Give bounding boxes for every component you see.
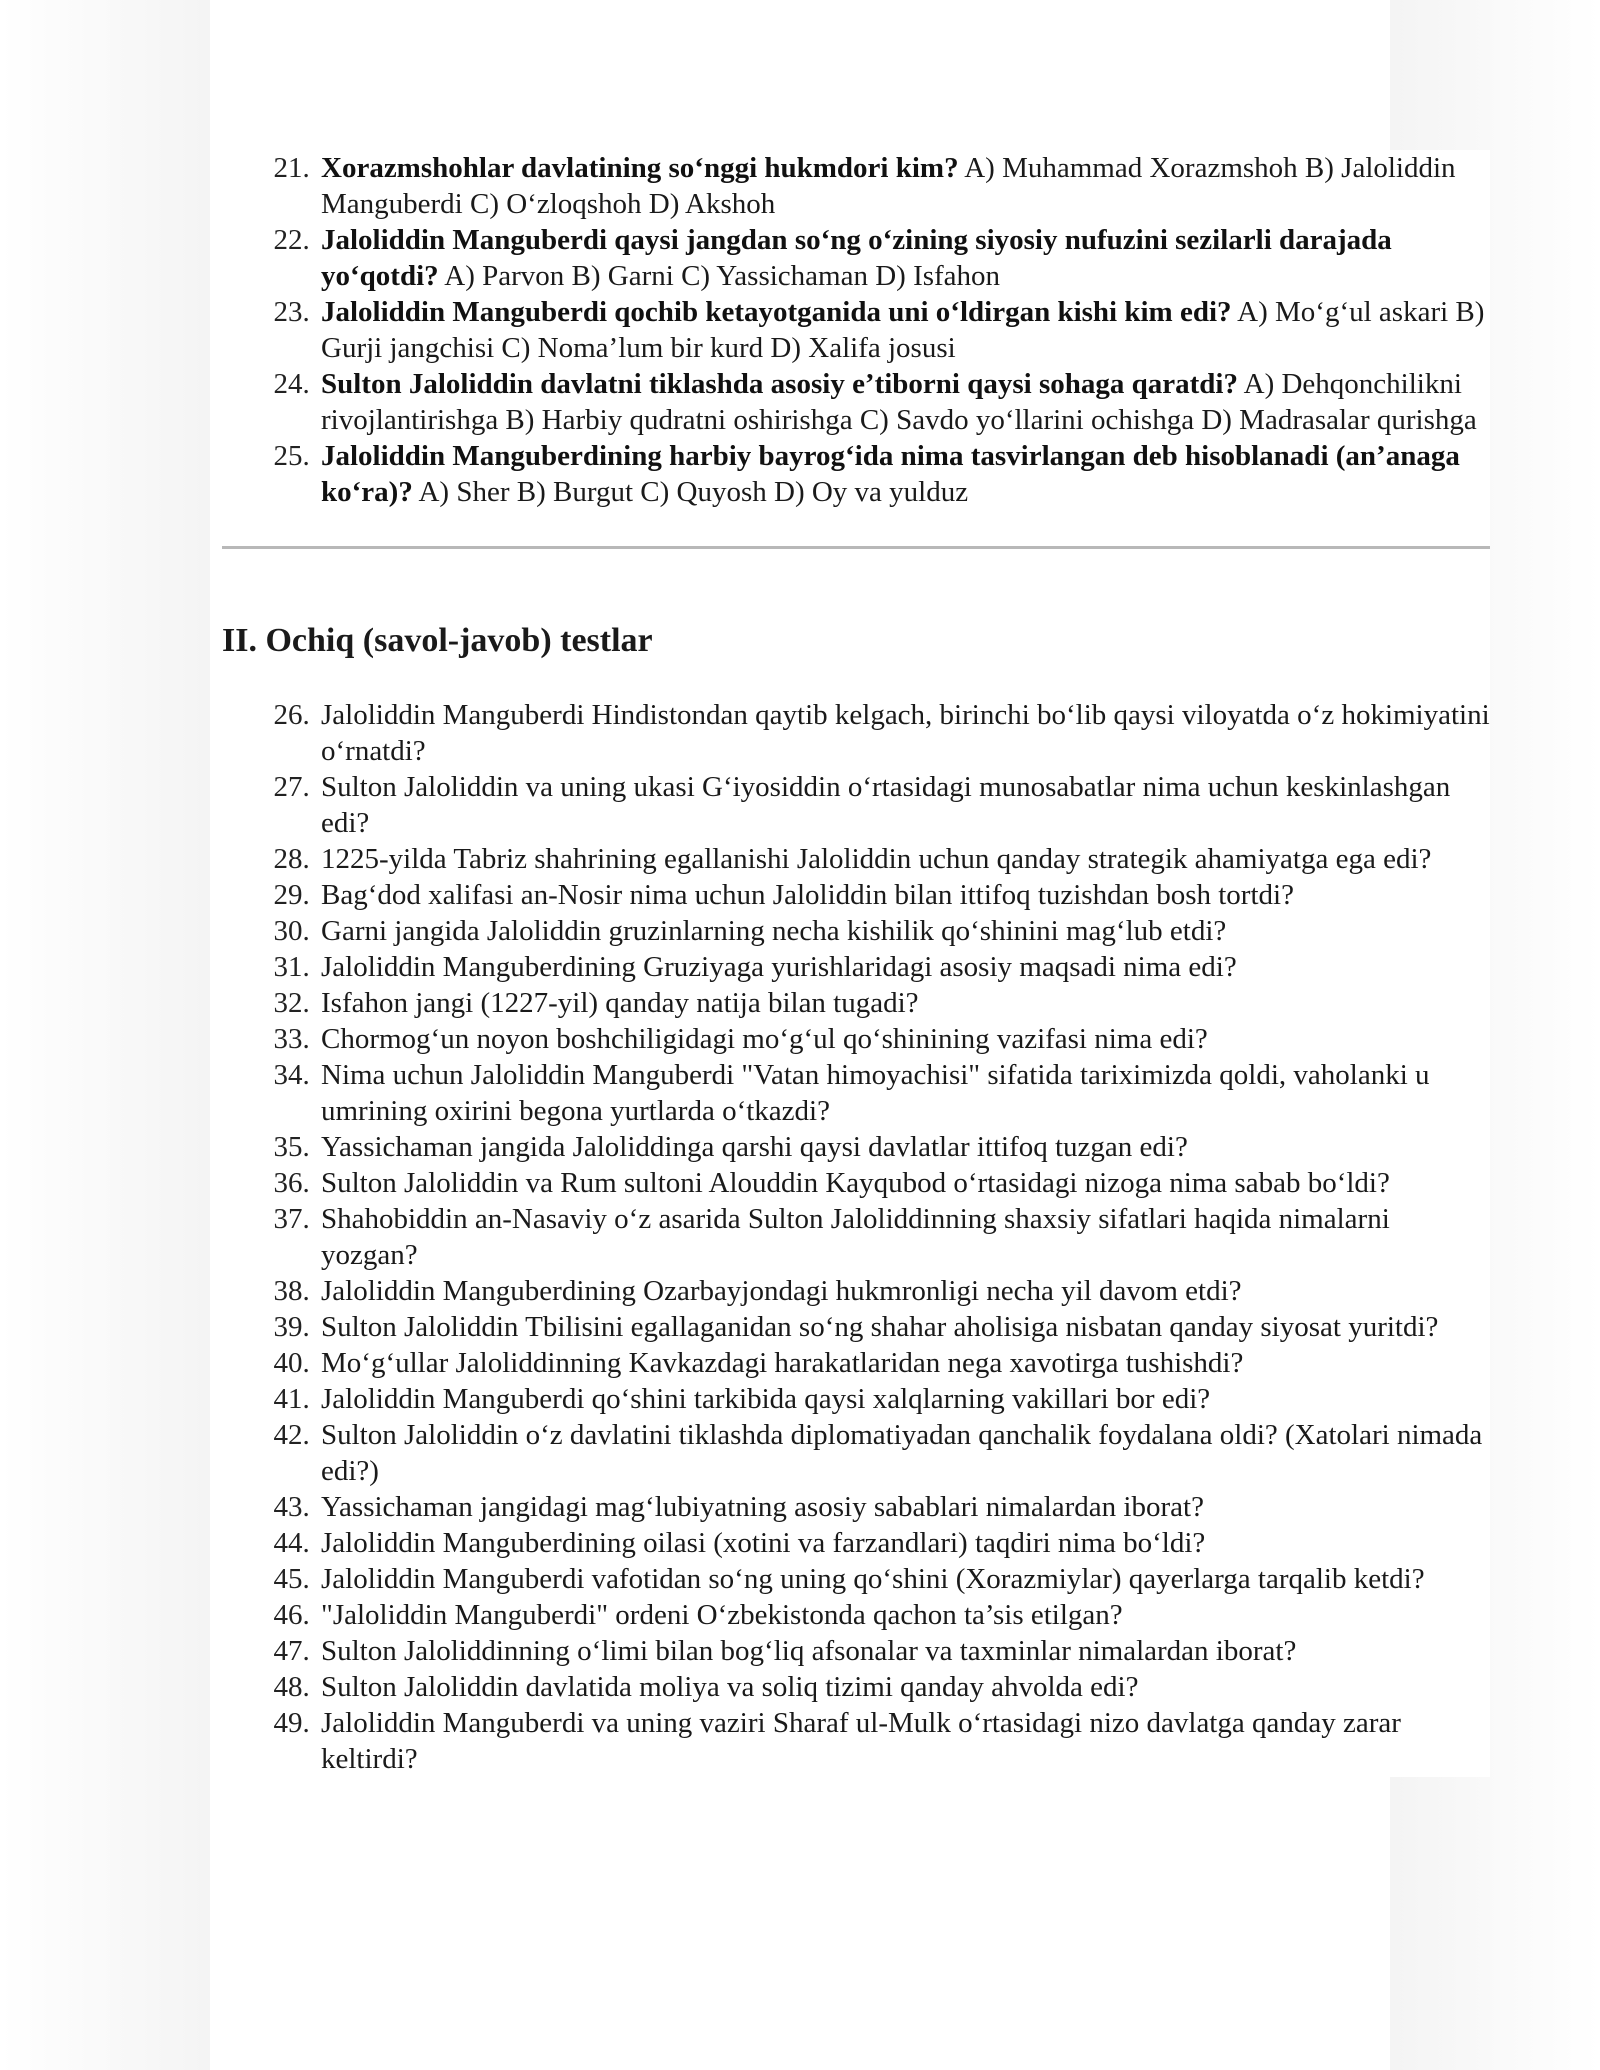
multiple-choice-list (222, 150, 1490, 510)
mcq-question: Xorazmshohlar davlatining so‘nggi hukmdori kim? (321, 152, 959, 184)
open-question-item: 29. Bag‘dod xalifasi an-Nosir nima uchun Jaloliddin bilan ittifoq tuzishdan bosh tortdi? (317, 877, 1490, 913)
open-question-item: 26. Jaloliddin Manguberdi Hindistondan qaytib kelgach, birinchi bo‘lib qaysi viloyatda o‘z hokimiyatini o‘rnatdi? (317, 697, 1490, 769)
open-question-item: 45. Jaloliddin Manguberdi vafotidan so‘ng uning qo‘shini (Xorazmiylar) qayerlarga tarqalib ketdi? (317, 1561, 1490, 1597)
mcq-question: Sulton Jaloliddin davlatni tiklashda asosiy e’tiborni qaysi sohaga qaratdi? (321, 368, 1238, 400)
open-question-item: 47. Sulton Jaloliddinning o‘limi bilan bog‘liq afsonalar va taxminlar nimalardan iborat? (317, 1633, 1490, 1669)
open-question-item: 49. Jaloliddin Manguberdi va uning vaziri Sharaf ul-Mulk o‘rtasidagi nizo davlatga qanday zarar keltirdi? (317, 1705, 1490, 1777)
left-margin-shade (0, 0, 210, 2070)
open-question-item: 31. Jaloliddin Manguberdining Gruziyaga yurishlaridagi asosiy maqsadi nima edi? (317, 949, 1490, 985)
open-question-item: 35. Yassichaman jangida Jaloliddinga qarshi qaysi davlatlar ittifoq tuzgan edi? (317, 1129, 1490, 1165)
mcq-item (317, 438, 1490, 510)
mcq-options: A) Parvon B) Garni C) Yassichaman D) Isfahon (444, 260, 1001, 292)
mcq-question: Jaloliddin Manguberdining harbiy bayrog‘ida nima tasvirlangan deb hisoblanadi (an’anaga ko‘ra)? (321, 440, 1460, 508)
mcq-item (317, 294, 1490, 366)
open-question-item: 41. Jaloliddin Manguberdi qo‘shini tarkibida qaysi xalqlarning vakillari bor edi? (317, 1381, 1490, 1417)
open-question-item: 42. Sulton Jaloliddin o‘z davlatini tiklashda diplomatiyadan qanchalik foydalana oldi? (Xatolari nimada edi?) (317, 1417, 1490, 1489)
open-question-item: 34. Nima uchun Jaloliddin Manguberdi "Vatan himoyachisi" sifatida tariximizda qoldi, vaholanki u umrining oxirini begona yurtlarda o‘tkazdi? (317, 1057, 1490, 1129)
section-divider (222, 546, 1490, 549)
open-question-item: 46. "Jaloliddin Manguberdi" ordeni O‘zbekistonda qachon ta’sis etilgan? (317, 1597, 1490, 1633)
open-question-item: 27. Sulton Jaloliddin va uning ukasi G‘iyosiddin o‘rtasidagi munosabatlar nima uchun keskinlashgan edi? (317, 769, 1490, 841)
open-question-item: 30. Garni jangida Jaloliddin gruzinlarning necha kishilik qo‘shinini mag‘lub etdi? (317, 913, 1490, 949)
open-question-item: 40. Mo‘g‘ullar Jaloliddinning Kavkazdagi harakatlaridan nega xavotirga tushishdi? (317, 1345, 1490, 1381)
open-question-item: 43. Yassichaman jangidagi mag‘lubiyatning asosiy sabablari nimalardan iborat? (317, 1489, 1490, 1525)
open-question-item: 39. Sulton Jaloliddin Tbilisini egallaganidan so‘ng shahar aholisiga nisbatan qanday siyosat yuritdi? (317, 1309, 1490, 1345)
open-question-item: 33. Chormog‘un noyon boshchiligidagi mo‘g‘ul qo‘shinining vazifasi nima edi? (317, 1021, 1490, 1057)
mcq-options: A) Dehqonchilikni rivojlantirishga B) Harbiy qudratni oshirishga C) Savdo yo‘llarini ochishga D) Madrasalar qurishga (321, 368, 1477, 436)
mcq-item (317, 222, 1490, 294)
mcq-options: A) Mo‘g‘ul askari B) Gurji jangchisi C) Noma’lum bir kurd D) Xalifa josusi (321, 296, 1485, 364)
mcq-question: Jaloliddin Manguberdi qochib ketayotganida uni o‘ldirgan kishi kim edi? (321, 296, 1232, 328)
mcq-options: A) Sher B) Burgut C) Quyosh D) Oy va yulduz (418, 476, 969, 508)
open-question-item: 32. Isfahon jangi (1227-yil) qanday natija bilan tugadi? (317, 985, 1490, 1021)
open-question-item: 28. 1225-yilda Tabriz shahrining egallanishi Jaloliddin uchun qanday strategik ahamiyatga ega edi? (317, 841, 1490, 877)
mcq-item (317, 150, 1490, 222)
open-question-item: 48. Sulton Jaloliddin davlatida moliya va soliq tizimi qanday ahvolda edi? (317, 1669, 1490, 1705)
mcq-question: Jaloliddin Manguberdi qaysi jangdan so‘ng o‘zining siyosiy nufuzini sezilarli darajada yo‘qotdi? (321, 224, 1392, 292)
open-question-item: 37. Shahobiddin an-Nasaviy o‘z asarida Sulton Jaloliddinning shaxsiy sifatlari haqida nimalarni yozgan? (317, 1201, 1490, 1273)
open-question-item: 44. Jaloliddin Manguberdining oilasi (xotini va farzandlari) taqdiri nima bo‘ldi? (317, 1525, 1490, 1561)
section-title: II. Ochiq (savol-javob) testlar (222, 622, 653, 659)
mcq-options: A) Muhammad Xorazmshoh B) Jaloliddin Manguberdi C) O‘zloqshoh D) Akshoh (321, 152, 1456, 220)
open-question-list (222, 697, 1490, 1777)
document-body (222, 150, 1490, 1777)
open-question-item: 38. Jaloliddin Manguberdining Ozarbayjondagi hukmronligi necha yil davom etdi? (317, 1273, 1490, 1309)
open-question-item: 36. Sulton Jaloliddin va Rum sultoni Alouddin Kayqubod o‘rtasidagi nizoga nima sabab bo‘ldi? (317, 1165, 1490, 1201)
mcq-item (317, 366, 1490, 438)
